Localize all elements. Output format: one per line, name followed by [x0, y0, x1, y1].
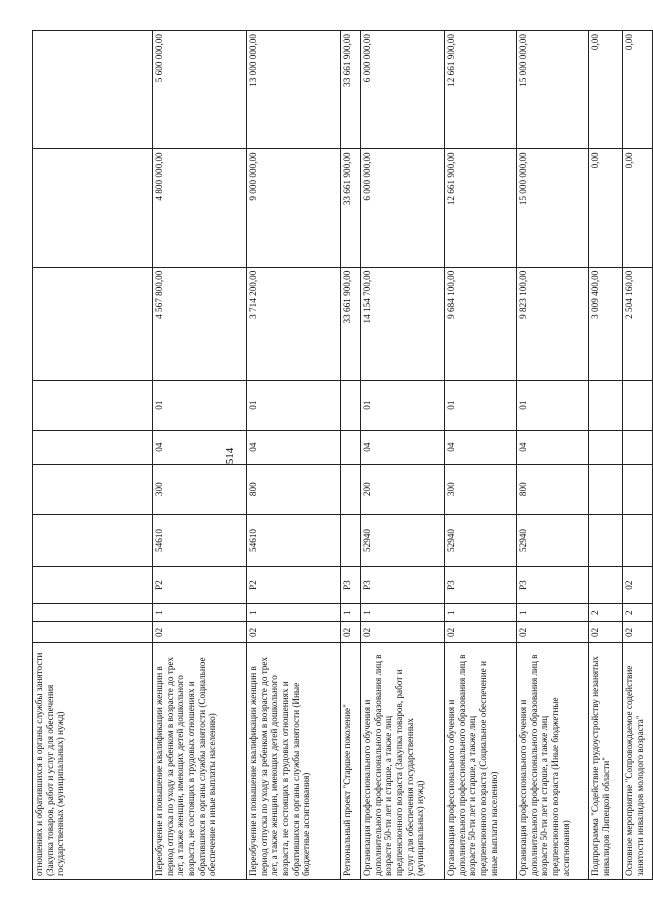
- code-cell: 1: [247, 604, 341, 622]
- code-cell: [341, 514, 361, 567]
- table-row: [33, 31, 153, 880]
- code-cell: 02: [247, 622, 341, 643]
- code-cell: [341, 464, 361, 514]
- code-cell: 800: [517, 464, 589, 514]
- code-cell: P2: [153, 567, 247, 604]
- code-cell: [33, 567, 153, 604]
- row-description: отношениях и обратившихся в органы службы занятости (Закупка товаров, работ и услуг для обеспечения государственных (муниципальных) нужд): [33, 643, 153, 880]
- amount-cell: 9 684 100,00: [445, 267, 517, 380]
- code-cell: [33, 622, 153, 643]
- code-cell: [33, 514, 153, 567]
- code-cell: P3: [341, 567, 361, 604]
- amount-cell: 4 800 000,00: [153, 149, 247, 267]
- code-cell: P3: [517, 567, 589, 604]
- code-cell: 01: [445, 380, 517, 430]
- code-cell: 1: [517, 604, 589, 622]
- amount-cell: 0,00: [589, 149, 623, 267]
- code-cell: [33, 380, 153, 430]
- amount-cell: 33 661 900,00: [341, 31, 361, 149]
- amount-cell: [33, 267, 153, 380]
- amount-cell: 3 714 200,00: [247, 267, 341, 380]
- table-row: [589, 31, 623, 880]
- amount-cell: 3 009 400,00: [589, 267, 623, 380]
- table-row: [517, 31, 589, 880]
- code-cell: [341, 380, 361, 430]
- code-cell: 52940: [517, 514, 589, 567]
- code-cell: P3: [361, 567, 445, 604]
- amount-cell: 0,00: [623, 149, 653, 267]
- row-description: Подпрограмма "Содействие трудоустройству незанятых инвалидов Липецкой области": [589, 643, 623, 880]
- amount-cell: 15 000 000,00: [517, 149, 589, 267]
- amount-cell: [33, 31, 153, 149]
- code-cell: 01: [153, 380, 247, 430]
- code-cell: 04: [517, 430, 589, 464]
- code-cell: P2: [247, 567, 341, 604]
- code-cell: 02: [153, 622, 247, 643]
- amount-cell: 6 000 000,00: [361, 31, 445, 149]
- amount-cell: 6 000 000,00: [361, 149, 445, 267]
- row-description: Организация профессионального обучения и дополнительного профессионального образования лиц в возрасте 50-ти лет и старше, а также лиц предпенсионного возраста (Социальное обеспечение и иные выплаты населению): [445, 643, 517, 880]
- table-row: [361, 31, 445, 880]
- code-cell: 1: [361, 604, 445, 622]
- row-description: Региональный проект "Старшее поколение": [341, 643, 361, 880]
- code-cell: 04: [247, 430, 341, 464]
- table-row: [247, 31, 341, 880]
- code-cell: 300: [153, 464, 247, 514]
- table-row: [623, 31, 653, 880]
- code-cell: 04: [153, 430, 247, 464]
- code-cell: 2: [589, 604, 623, 622]
- code-cell: [623, 514, 653, 567]
- row-description: Переобучение и повышение квалификации женщин в период отпуска по уходу за ребенком в возрасте до трех лет, а также женщин, имеющих детей дошкольного возраста, не состоящих в трудовых отношениях и обратившихся в органы службы занятости (Иные бюджетные ассигнования): [247, 643, 341, 880]
- amount-cell: 9 823 100,00: [517, 267, 589, 380]
- amount-cell: 15 000 000,00: [517, 31, 589, 149]
- code-cell: 300: [445, 464, 517, 514]
- code-cell: 02: [445, 622, 517, 643]
- rotated-table-wrapper: [32, 30, 645, 880]
- code-cell: P3: [445, 567, 517, 604]
- code-cell: [623, 380, 653, 430]
- amount-cell: 13 000 000,00: [247, 31, 341, 149]
- code-cell: 1: [445, 604, 517, 622]
- row-description: Организация профессионального обучения и дополнительного профессионального образования лиц в возрасте 50-ти лет и старше, а также лиц предпенсионного возраста (Закупка товаров, работ и услуг для обеспечения государственных (муниципальных) нужд): [361, 643, 445, 880]
- amount-cell: 0,00: [623, 31, 653, 149]
- code-cell: [623, 430, 653, 464]
- code-cell: 800: [247, 464, 341, 514]
- code-cell: 04: [361, 430, 445, 464]
- code-cell: 200: [361, 464, 445, 514]
- amount-cell: 4 567 800,00: [153, 267, 247, 380]
- code-cell: 02: [623, 622, 653, 643]
- row-description: Переобучение и повышение квалификации женщин в период отпуска по уходу за ребенком в возрасте до трех лет, а также женщин, имеющих детей дошкольного возраста, не состоящих в трудовых отношениях и обратившихся в органы службы занятости (Социальное обеспечение и иные выплаты населению): [153, 643, 247, 880]
- code-cell: 02: [589, 622, 623, 643]
- amount-cell: 9 000 000,00: [247, 149, 341, 267]
- code-cell: 01: [361, 380, 445, 430]
- amount-cell: 2 504 160,00: [623, 267, 653, 380]
- code-cell: 02: [341, 622, 361, 643]
- amount-cell: [33, 149, 153, 267]
- code-cell: 02: [623, 567, 653, 604]
- code-cell: 01: [517, 380, 589, 430]
- code-cell: [589, 430, 623, 464]
- code-cell: [341, 430, 361, 464]
- code-cell: 02: [517, 622, 589, 643]
- amount-cell: 33 661 900,00: [341, 149, 361, 267]
- amount-cell: 5 600 000,00: [153, 31, 247, 149]
- code-cell: 02: [361, 622, 445, 643]
- amount-cell: 12 661 900,00: [445, 31, 517, 149]
- amount-cell: 12 661 900,00: [445, 149, 517, 267]
- table-row: [341, 31, 361, 880]
- budget-table: [32, 30, 653, 880]
- code-cell: [33, 430, 153, 464]
- code-cell: [589, 514, 623, 567]
- row-description: Организация профессионального обучения и дополнительного профессионального образования лиц в возрасте 50-ти лет и старше, а также лиц предпенсионного возраста (Иные бюджетные ассигнования): [517, 643, 589, 880]
- amount-cell: 0,00: [589, 31, 623, 149]
- code-cell: 52940: [361, 514, 445, 567]
- code-cell: [33, 464, 153, 514]
- table-row: [153, 31, 247, 880]
- code-cell: 1: [341, 604, 361, 622]
- page-number: 514: [224, 447, 236, 465]
- code-cell: 54610: [153, 514, 247, 567]
- table-row: [445, 31, 517, 880]
- code-cell: [623, 464, 653, 514]
- amount-cell: 14 154 700,00: [361, 267, 445, 380]
- code-cell: 04: [445, 430, 517, 464]
- row-description: Основное мероприятие "Сопровождаемое содействие занятости инвалидов молодого возраста": [623, 643, 653, 880]
- code-cell: 1: [153, 604, 247, 622]
- code-cell: [589, 464, 623, 514]
- code-cell: [589, 567, 623, 604]
- code-cell: [33, 604, 153, 622]
- code-cell: 52940: [445, 514, 517, 567]
- amount-cell: 33 661 900,00: [341, 267, 361, 380]
- code-cell: 54610: [247, 514, 341, 567]
- code-cell: 2: [623, 604, 653, 622]
- code-cell: 01: [247, 380, 341, 430]
- code-cell: [589, 380, 623, 430]
